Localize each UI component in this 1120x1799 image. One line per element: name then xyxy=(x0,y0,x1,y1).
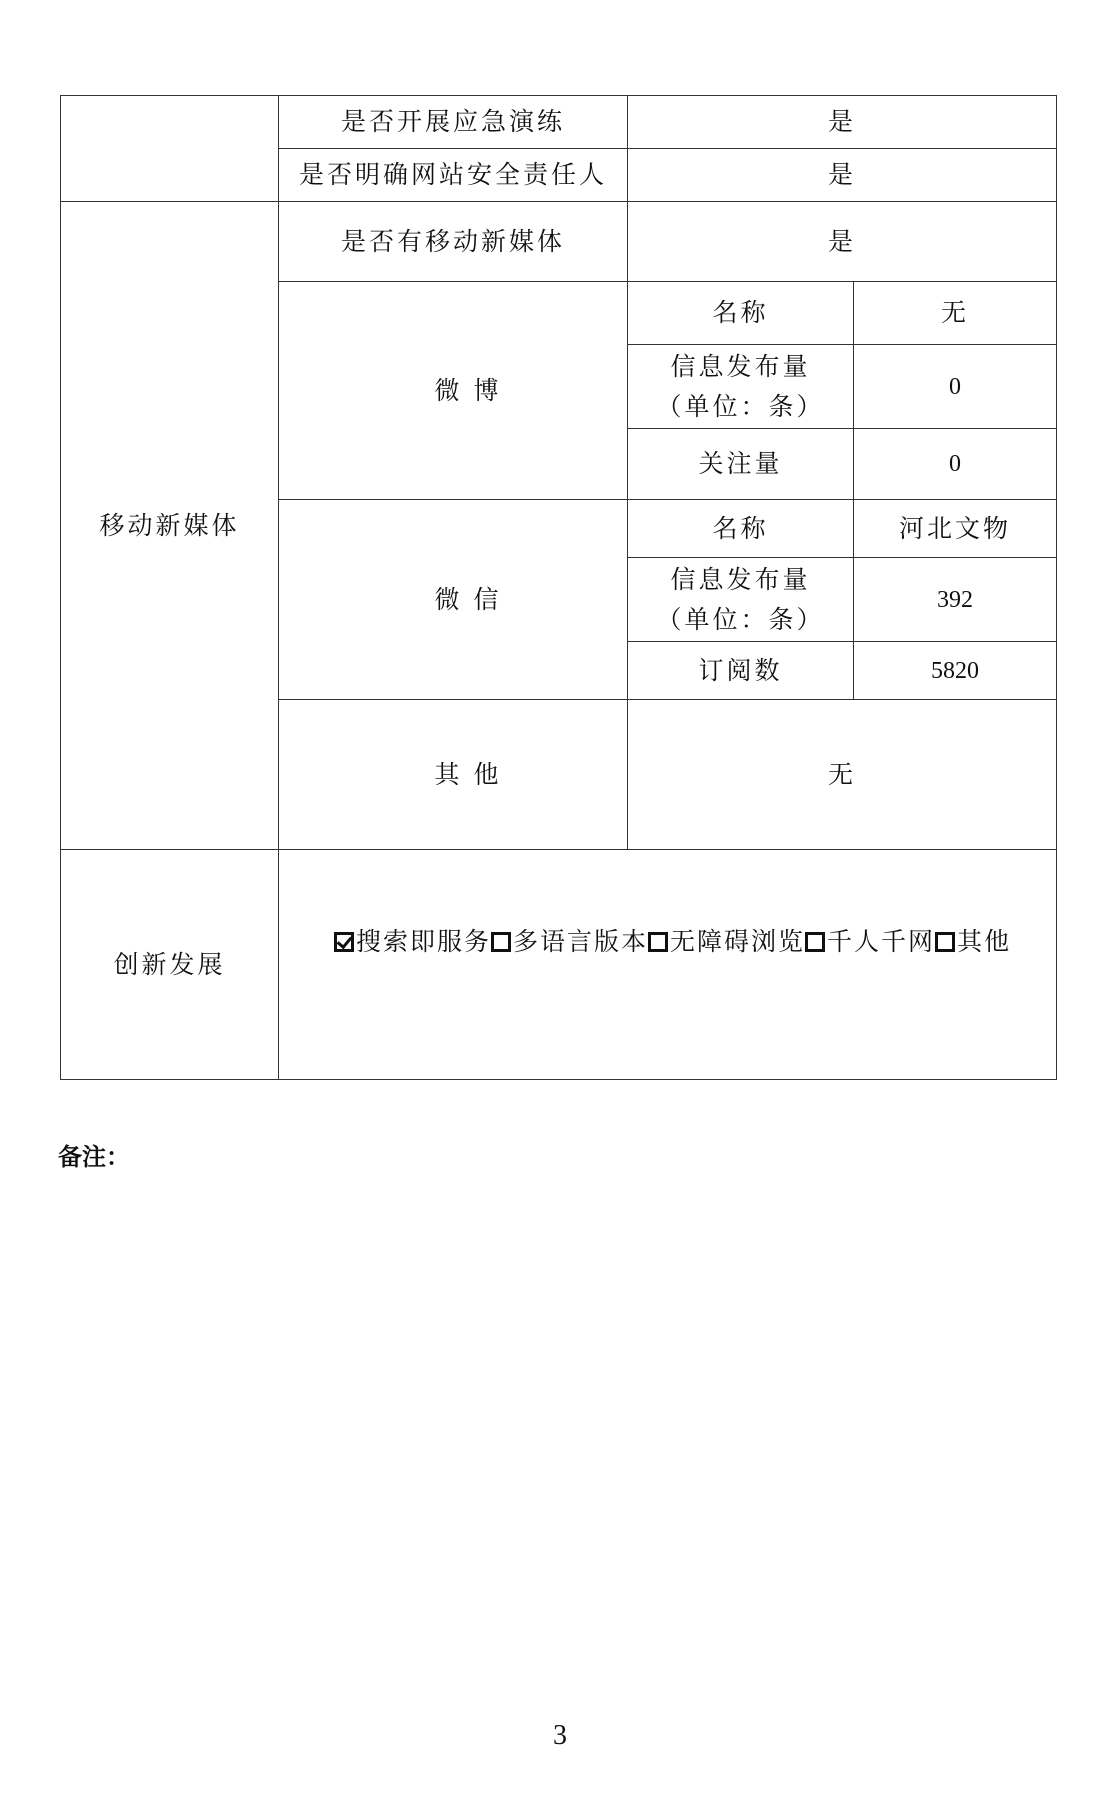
wechat-label: 微 信 xyxy=(279,500,628,700)
report-table xyxy=(60,95,1057,1080)
weibo-followers-value: 0 xyxy=(854,429,1057,500)
weibo-posts-label-line2: （单位：条） xyxy=(656,391,825,421)
drill-label: 是否开展应急演练 xyxy=(279,96,628,149)
mobile-section-label: 移动新媒体 xyxy=(61,202,279,850)
weibo-followers-label: 关注量 xyxy=(628,429,854,500)
checkbox-accessibility[interactable] xyxy=(648,932,668,952)
option-label: 千人千网 xyxy=(827,927,936,956)
wechat-posts-label xyxy=(628,558,854,642)
innovation-options-cell xyxy=(279,850,1057,1080)
weibo-label: 微 博 xyxy=(279,282,628,500)
empty-category-cell xyxy=(61,96,279,202)
weibo-name-label: 名称 xyxy=(628,282,854,345)
other-value: 无 xyxy=(628,700,1057,850)
checkbox-other[interactable] xyxy=(935,932,955,952)
wechat-name-value: 河北文物 xyxy=(854,500,1057,558)
drill-value: 是 xyxy=(628,96,1057,149)
wechat-posts-value: 392 xyxy=(854,558,1057,642)
wechat-name-label: 名称 xyxy=(628,500,854,558)
option-label: 多语言版本 xyxy=(513,927,649,956)
checkbox-personalized[interactable] xyxy=(805,932,825,952)
has-mobile-value: 是 xyxy=(628,202,1057,282)
checkbox-search-service[interactable] xyxy=(334,932,354,952)
wechat-posts-label-line1: 信息发布量 xyxy=(670,564,811,594)
checkbox-multilingual[interactable] xyxy=(491,932,511,952)
wechat-posts-label-line2: （单位：条） xyxy=(656,604,825,634)
weibo-name-value: 无 xyxy=(854,282,1057,345)
innovation-section-label: 创新发展 xyxy=(61,850,279,1080)
innovation-options xyxy=(334,922,1011,962)
wechat-subscribers-label: 订阅数 xyxy=(628,642,854,700)
wechat-subscribers-value: 5820 xyxy=(854,642,1057,700)
page-number: 3 xyxy=(553,1720,567,1751)
weibo-posts-value: 0 xyxy=(854,345,1057,429)
weibo-posts-label xyxy=(628,345,854,429)
option-label: 无障碍浏览 xyxy=(670,927,806,956)
remark-label: 备注： xyxy=(58,1143,130,1171)
responsible-value: 是 xyxy=(628,149,1057,202)
weibo-posts-label-line1: 信息发布量 xyxy=(670,351,811,381)
has-mobile-label: 是否有移动新媒体 xyxy=(279,202,628,282)
responsible-label: 是否明确网站安全责任人 xyxy=(279,149,628,202)
option-label: 其他 xyxy=(957,927,1012,956)
option-label: 搜索即服务 xyxy=(356,927,492,956)
other-label: 其 他 xyxy=(279,700,628,850)
